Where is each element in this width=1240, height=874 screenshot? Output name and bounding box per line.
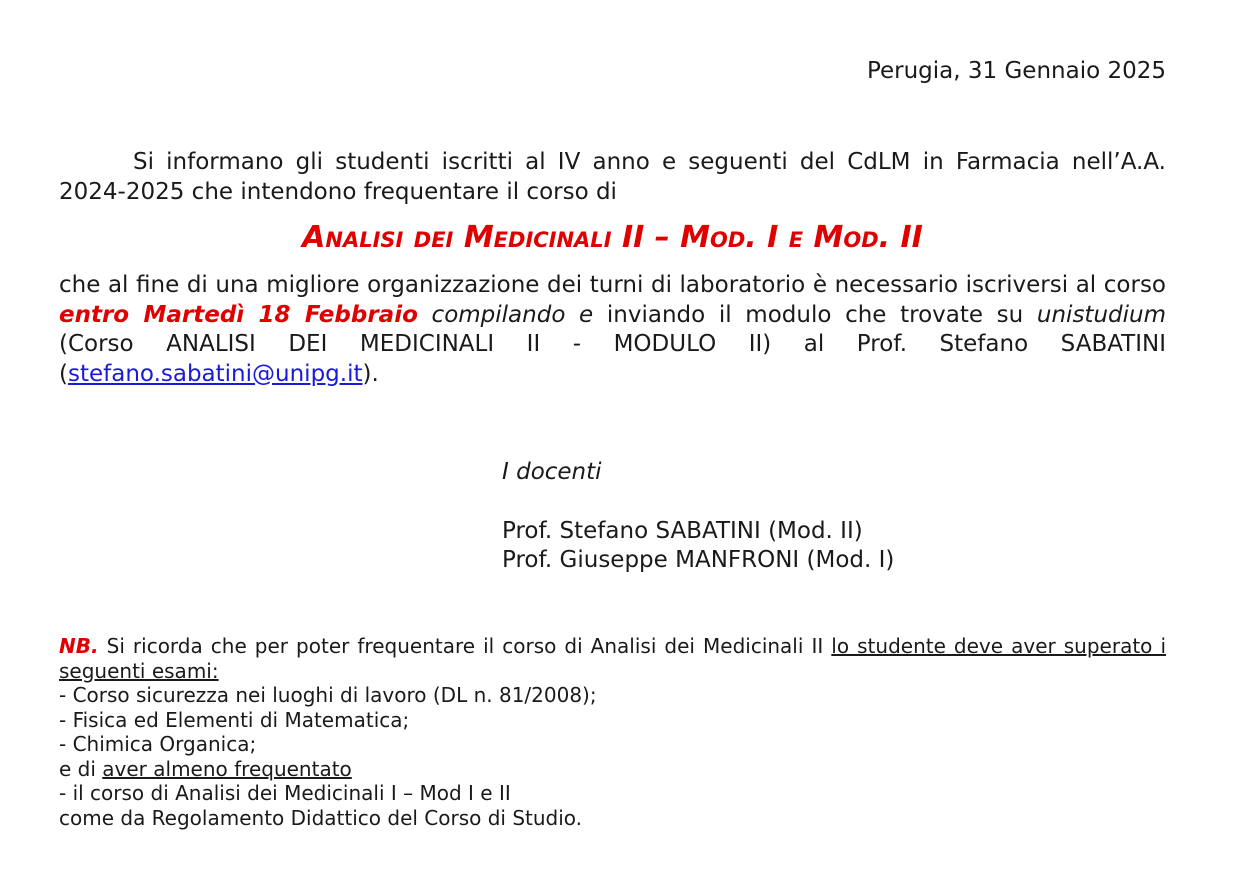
body-text-2: compilando e	[417, 301, 594, 328]
document-date: Perugia, 31 Gennaio 2025	[866, 58, 1166, 84]
signature-line-1: Prof. Stefano SABATINI (Mod. II)	[502, 518, 863, 544]
body-paragraph	[59, 271, 1166, 389]
intro-paragraph: Si informano gli studenti iscritti al IV anno e seguenti del CdLM in Farmacia nell’A.A. 2024-2025 che intendono frequentare il corso di	[59, 149, 1166, 205]
note-label: NB.	[59, 634, 99, 658]
note-requirement: lo studente deve aver superato i seguenti esami:	[59, 634, 1166, 683]
note-closing: come da Regolamento Didattico del Corso di Studio.	[59, 805, 583, 830]
exam-item-1: - Corso sicurezza nei luoghi di lavoro (DL n. 81/2008);	[59, 683, 597, 707]
attended-underlined: aver almeno frequentato	[102, 756, 352, 781]
attended-line	[59, 757, 1166, 782]
attended-prefix: e di	[59, 756, 103, 781]
email-link[interactable]: stefano.sabatini@unipg.it	[67, 360, 363, 387]
attended-course: - il corso di Analisi dei Medicinali I – Mod I e II	[59, 781, 511, 805]
deadline-text: entro Martedì 18 Febbraio	[59, 301, 418, 328]
note-intro-text: Si ricorda che per poter frequentare il corso di Analisi dei Medicinali II	[98, 634, 832, 658]
body-text-5: ).	[362, 360, 379, 387]
note-intro	[59, 634, 1166, 683]
signature-line-2: Prof. Giuseppe MANFRONI (Mod. I)	[502, 547, 895, 573]
exam-item-3: - Chimica Organica;	[59, 732, 257, 756]
body-text-4: (Corso ANALISI DEI MEDICINALI II - MODULO II) al Prof. Stefano SABATINI (	[59, 331, 1166, 387]
body-text-1: che al fine di una migliore organizzazione dei turni di laboratorio è necessario iscriversi al corso	[59, 272, 1166, 298]
course-title: Analisi dei Medicinali II – Mod. I e Mod. II	[302, 220, 923, 255]
note-block	[59, 634, 1166, 830]
exam-item-2: - Fisica ed Elementi di Matematica;	[59, 707, 410, 732]
document-page	[59, 0, 1166, 874]
body-text-3: inviando il modulo che trovate su	[593, 301, 1037, 328]
signature-heading: I docenti	[502, 459, 602, 485]
platform-name: unistudium	[1036, 301, 1167, 328]
